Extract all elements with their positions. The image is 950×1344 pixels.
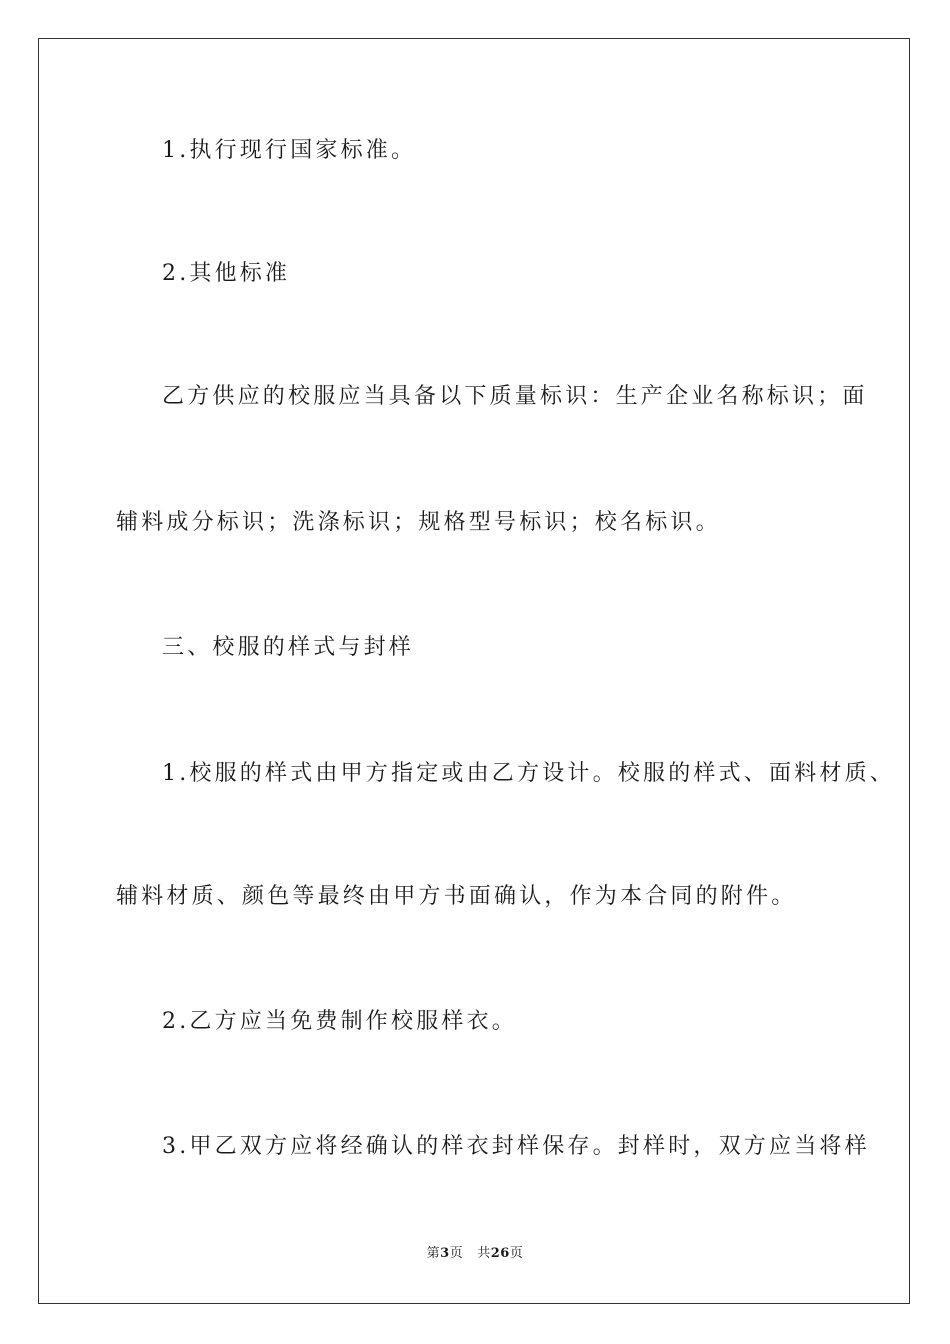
paragraph-quality-marks-line1: 乙方供应的校服应当具备以下质量标识：生产企业名称标识；面 [162,384,868,409]
total-prefix: 共 [477,1246,491,1261]
section-heading-style-sealing: 三、校服的样式与封样 [162,635,415,660]
total-suffix: 页 [509,1246,524,1261]
paragraph-style-design-line1: 1.校服的样式由甲方指定或由乙方设计。校服的样式、面料材质、 [162,761,895,786]
total-pages: 26 [490,1246,510,1261]
paragraph-sample-production: 2.乙方应当免费制作校服样衣。 [162,1009,517,1034]
paragraph-standard-national: 1.执行现行国家标准。 [162,138,417,163]
paragraph-standard-other: 2.其他标准 [162,261,291,286]
paragraph-sample-sealing: 3.甲乙双方应将经确认的样衣封样保存。封样时，双方应当将样 [162,1134,870,1159]
page-footer [0,1244,950,1264]
paragraph-quality-marks-line2: 辅料成分标识；洗涤标识；规格型号标识；校名标识。 [116,510,721,535]
page-border [38,38,910,1304]
page-prefix: 第 [426,1246,441,1261]
page-number: 3 [440,1246,450,1261]
paragraph-style-design-line2: 辅料材质、颜色等最终由甲方书面确认，作为本合同的附件。 [116,884,797,909]
page-suffix: 页 [449,1246,464,1261]
